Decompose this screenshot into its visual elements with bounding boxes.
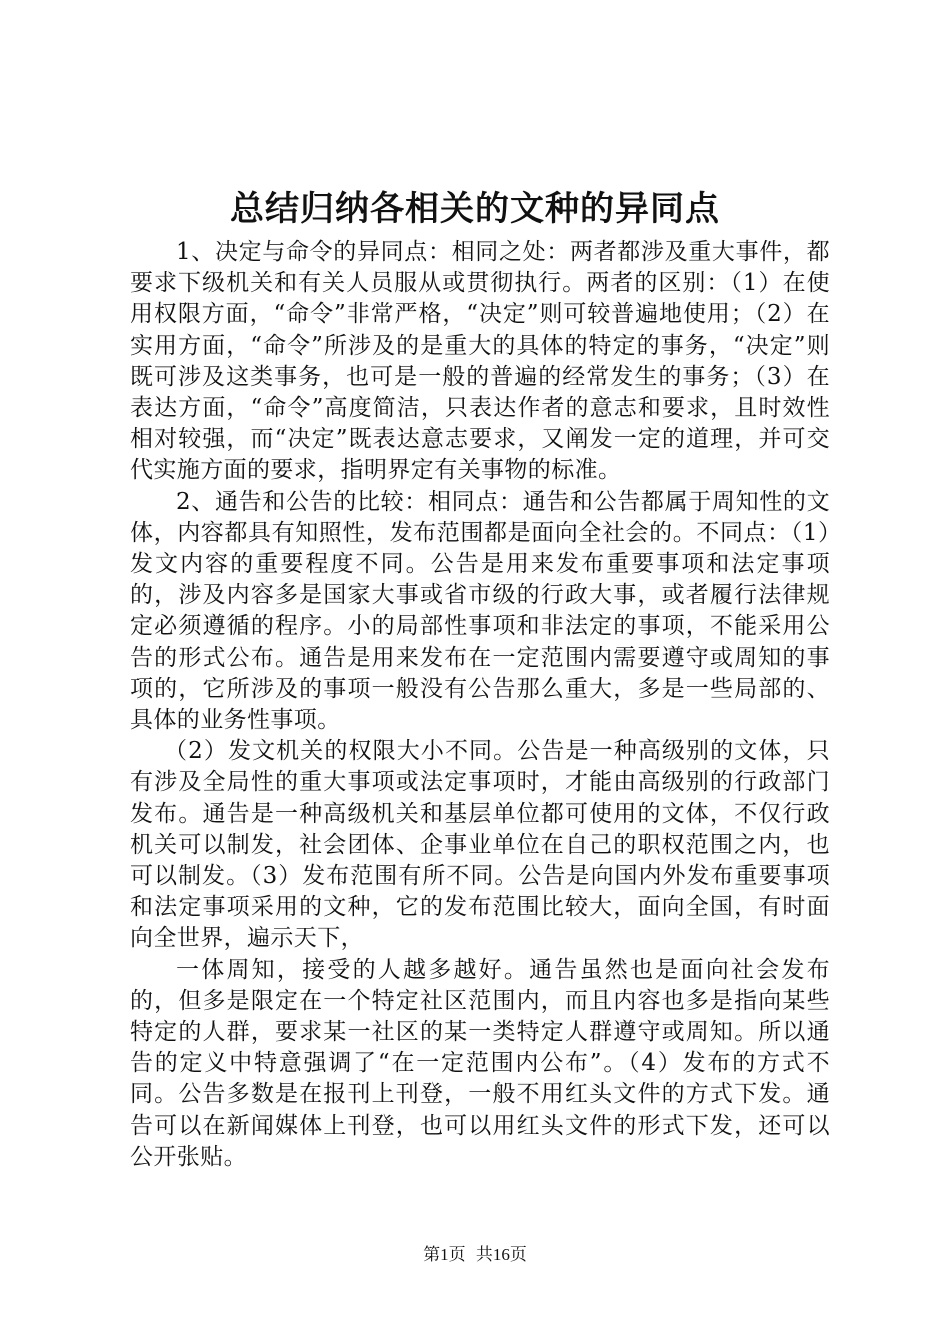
document-title: 总结归纳各相关的文种的异同点 (230, 189, 720, 229)
page-footer (0, 1243, 950, 1267)
paragraph-1: 1、决定与命令的异同点：相同之处：两者都涉及重大事件，都要求下级机关和有关人员服从或贯彻执行。两者的区别：（1）在使用权限方面，“命令”非常严格，“决定”则可较普遍地使用；（2）在实用方面，“命令”所涉及的是重大的具体的特定的事务，“决定”则既可涉及这类事务，也可是一般的普遍的经常发生的事务；（3）在表达方面，“命令”高度简洁，只表达作者的意志和要求，且时效性相对较强，而“决定”既表达意志要求，又阐发一定的道理，并可交代实施方面的要求，指明界定有关事物的标准。 (130, 239, 830, 484)
document-body (130, 237, 830, 1173)
paragraph-4: 一体周知，接受的人越多越好。通告虽然也是面向社会发布的，但多是限定在一个特定社区范围内，而且内容也多是指向某些特定的人群，要求某一社区的某一类特定人群遵守或周知。所以通告的定义中特意强调了“在一定范围内公布”。（4）发布的方式不同。公告多数是在报刊上刊登，一般不用红头文件的方式下发。通告可以在新闻媒体上刊登，也可以用红头文件的形式下发，还可以公开张贴。 (130, 956, 830, 1170)
page-total: 共16页 (475, 1245, 527, 1264)
page-number: 第1页 (423, 1245, 466, 1264)
paragraph-3: （2）发文机关的权限大小不同。公告是一种高级别的文体，只有涉及全局性的重大事项或法定事项时，才能由高级别的行政部门发布。通告是一种高级机关和基层单位都可使用的文体，不仅行政机关可以制发，社会团体、企事业单位在自己的职权范围之内，也可以制发。（3）发布范围有所不同。公告是向国内外发布重要事项和法定事项采用的文种，它的发布范围比较大，面向全国，有时面向全世界，遍示天下， (130, 738, 830, 952)
paragraph-2: 2、通告和公告的比较：相同点：通告和公告都属于周知性的文体，内容都具有知照性，发布范围都是面向全社会的。不同点：（1）发文内容的重要程度不同。公告是用来发布重要事项和法定事项的，涉及内容多是国家大事或省市级的行政大事，或者履行法律规定必须遵循的程序。小的局部性事项和非法定的事项，不能采用公告的形式公布。通告是用来发布在一定范围内需要遵守或周知的事项的，它所涉及的事项一般没有公告那么重大，多是一些局部的、具体的业务性事项。 (130, 488, 830, 734)
